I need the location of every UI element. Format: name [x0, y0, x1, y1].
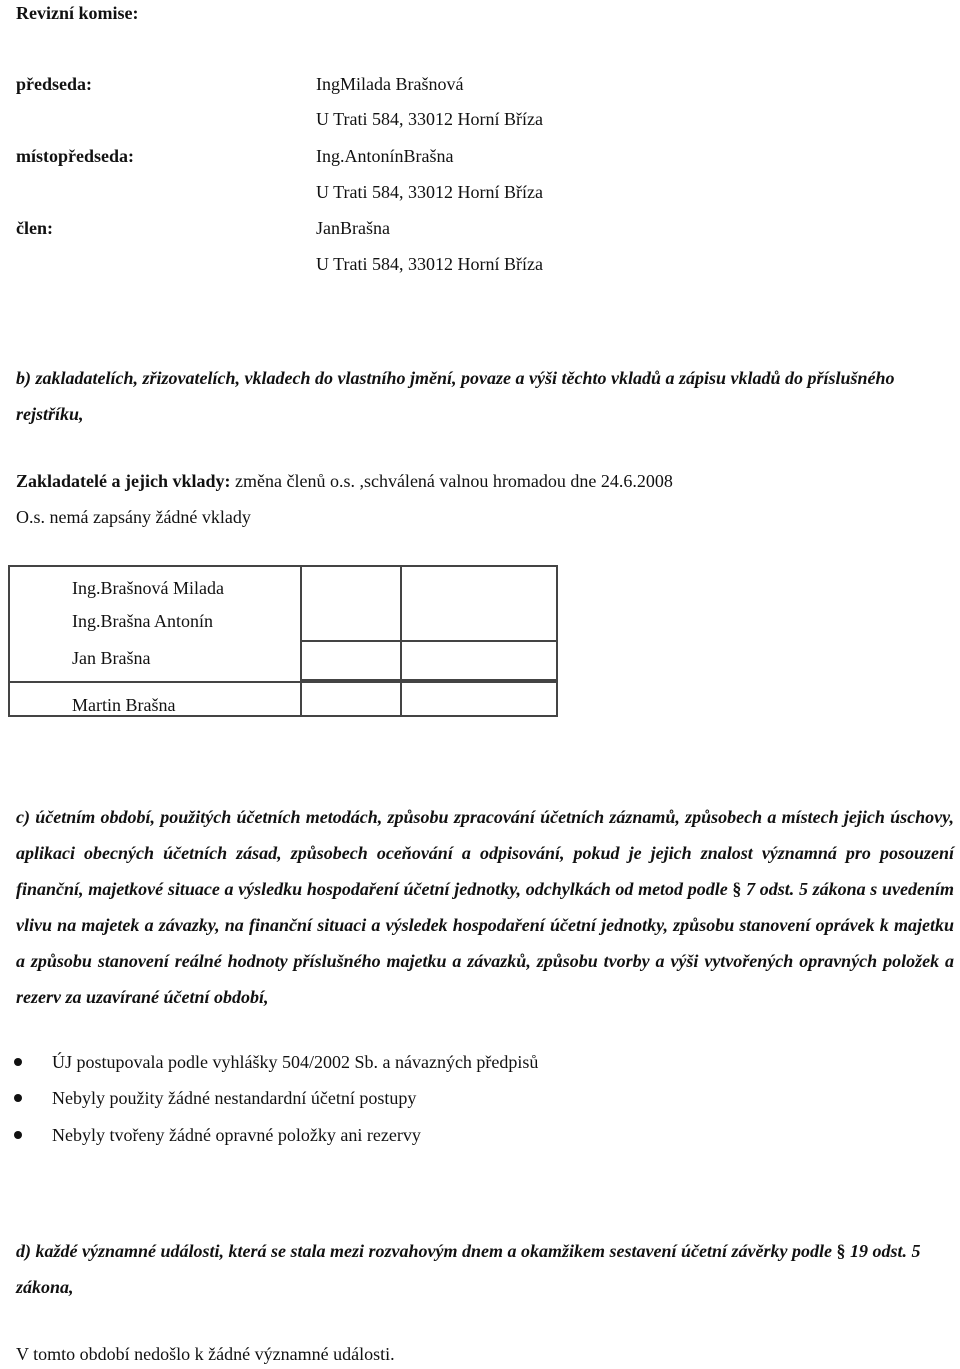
chair-label: předseda: — [16, 74, 92, 94]
section-sign: § — [732, 879, 742, 899]
table-row — [9, 566, 557, 641]
member-name-1: Ing.Brašnová Milada — [72, 578, 224, 598]
members-table — [8, 565, 558, 717]
member-name: JanBrašna — [316, 218, 390, 238]
founders-text: změna členů o.s. ,schválená valnou hromadou dne 24.6.2008 — [230, 471, 673, 491]
chair-address: U Trati 584, 33012 Horní Bříza — [316, 109, 543, 129]
no-deposits-text: O.s. nemá zapsány žádné vklady — [16, 507, 251, 527]
vice-name: Ing.AntonínBrašna — [316, 146, 454, 166]
section-d-part1: d) každé významné události, která se stala mezi rozvahovým dnem a okamžikem sestavení účetní závěrky podle — [16, 1241, 837, 1261]
member-name-3: Jan Brašna — [72, 648, 151, 668]
bullet-item-2: Nebyly použity žádné nestandardní účetní postupy — [52, 1088, 417, 1108]
member-label: člen: — [16, 218, 53, 238]
section-d-heading — [16, 1233, 941, 1305]
table-cell — [401, 682, 557, 716]
table-cell — [401, 641, 557, 680]
bullet-item-3: Nebyly tvořeny žádné opravné položky ani rezervy — [52, 1125, 421, 1145]
table-cell — [401, 566, 557, 641]
members-cell-last — [9, 682, 301, 716]
section-c-heading — [16, 799, 954, 1015]
member-address: U Trati 584, 33012 Horní Bříza — [316, 254, 543, 274]
table-cell — [301, 566, 401, 641]
section-d-part2: 19 odst. 5 zákona, — [16, 1241, 921, 1297]
table-cell — [301, 682, 401, 716]
members-cell — [9, 566, 301, 682]
vice-label: místopředseda: — [16, 146, 134, 166]
section-c-part1: c) účetním období, použitých účetních metodách, způsobu zpracování účetních záznamů, způsobech a místech jejich úschovy, aplikaci obecných účetních zásad, způsobech oceňování a odpisování, pokud je jejich znalost významná pro posouzení finanční, majetkové situace a výsledku hospodaření účetní jednotky, odchylkách od metod podle — [16, 807, 954, 899]
founders-line — [16, 470, 673, 492]
member-name-2: Ing.Brašna Antonín — [72, 611, 213, 631]
founders-label: Zakladatelé a jejich vklady: — [16, 471, 231, 491]
bullet-icon — [14, 1094, 22, 1102]
chair-name: IngMilada Brašnová — [316, 74, 464, 94]
member-name-4: Martin Brašna — [72, 695, 176, 715]
table-cell — [301, 641, 401, 680]
bullet-item-1: ÚJ postupovala podle vyhlášky 504/2002 Sb. a návazných předpisů — [52, 1052, 539, 1072]
bullet-icon — [14, 1058, 22, 1066]
bullet-icon — [14, 1131, 22, 1139]
section-c-part2: 7 odst. 5 zákona s uvedením vlivu na majetek a závazky, na finanční situaci a výsledek hospodaření účetní jednotky, způsobu stanovení oprávek k majetku a způsobu stanovení reálné hodnoty příslušného majetku a závazků, způsobu tvorby a výši vytvořených opravných položek a rezerv za uzavírané účetní období, — [16, 879, 954, 1007]
section-b-heading: b) zakladatelích, zřizovatelích, vkladech do vlastního jmění, povaze a výši těchto vkladů a zápisu vkladů do příslušného rejstříku, — [16, 368, 895, 424]
vice-address: U Trati 584, 33012 Horní Bříza — [316, 182, 543, 202]
section-sign: § — [836, 1241, 846, 1261]
page-heading: Revizní komise: — [16, 3, 139, 23]
section-d-text: V tomto období nedošlo k žádné významné události. — [16, 1344, 395, 1364]
table-row — [9, 682, 557, 716]
